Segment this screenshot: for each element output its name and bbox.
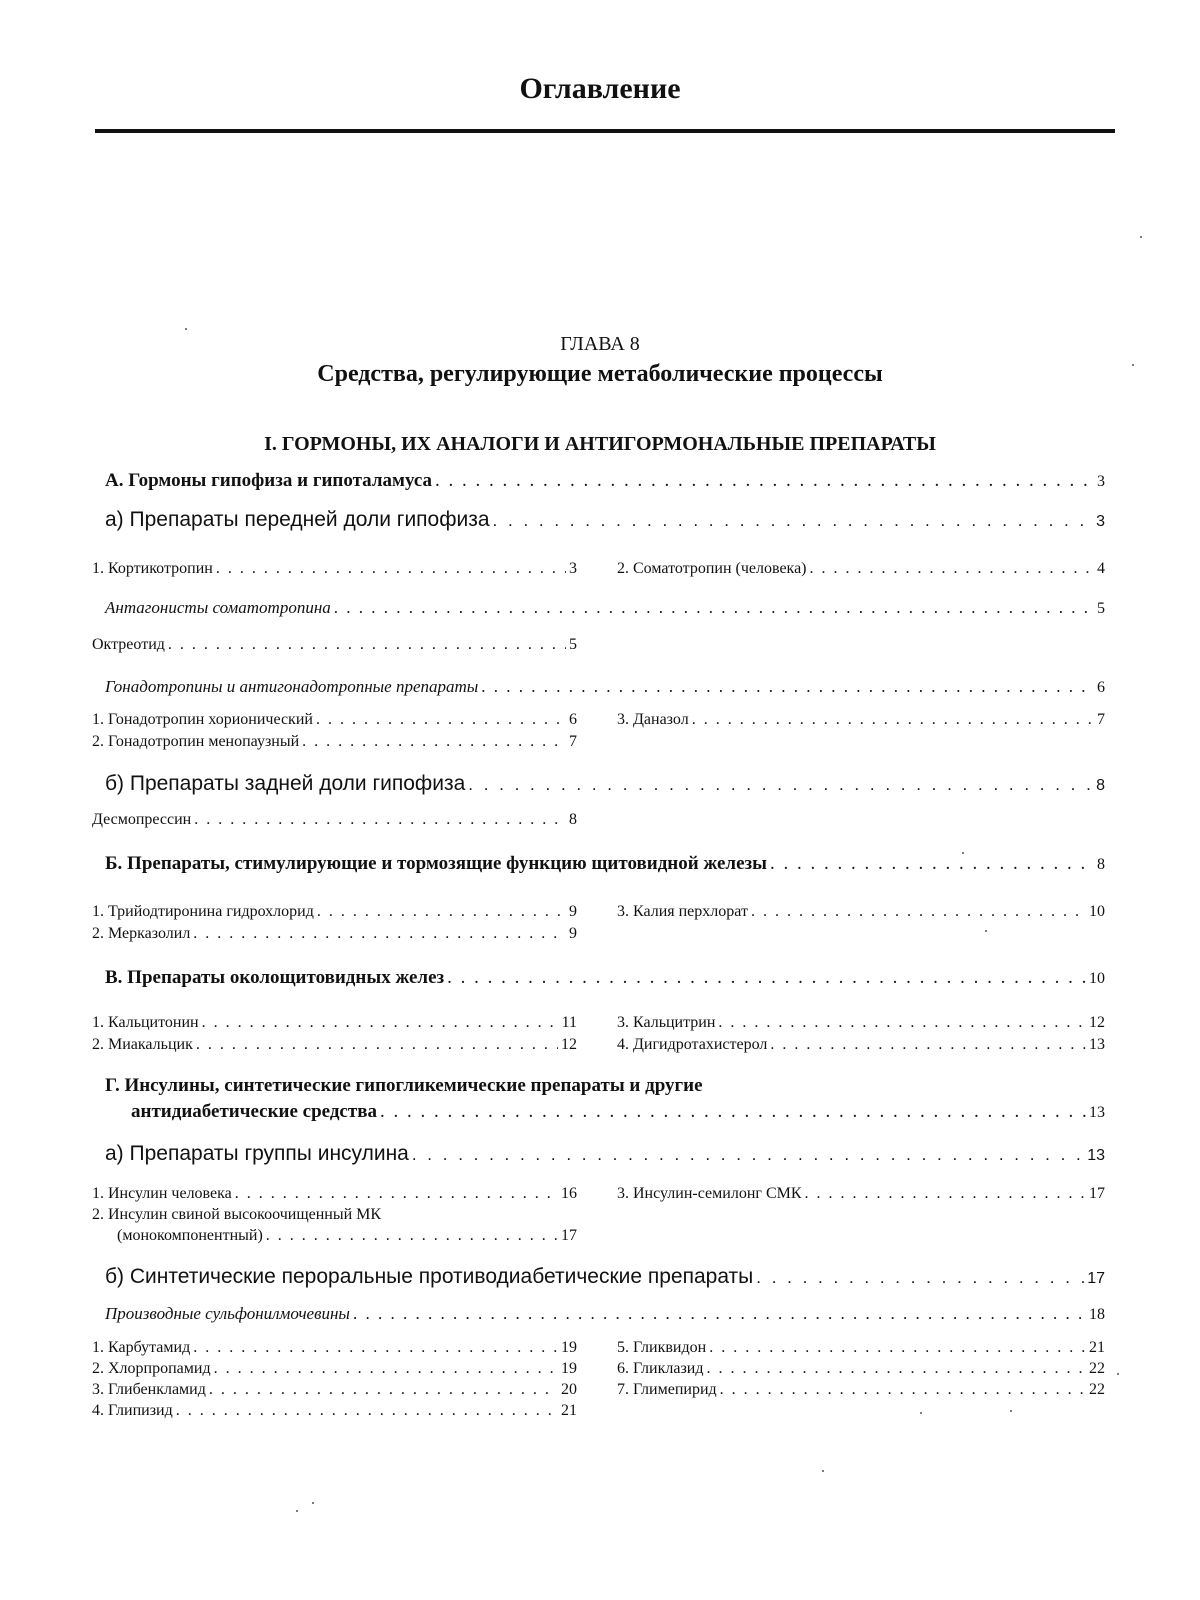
leader-dots (193, 925, 566, 943)
leader-dots (317, 903, 566, 921)
scan-speck (1132, 364, 1134, 366)
scan-speck (1140, 236, 1142, 238)
toc-page-number: 16 (561, 1185, 577, 1202)
toc-page-number: 17 (1087, 1270, 1105, 1287)
toc-page-number: 13 (1089, 1104, 1105, 1121)
toc-subsection-g-b[interactable] (105, 1265, 1105, 1289)
leader-dots (235, 1185, 558, 1203)
toc-label: 1. Кальцитонин (92, 1014, 199, 1031)
toc-section-b[interactable] (105, 853, 1105, 875)
toc-subsection-a-a[interactable] (105, 508, 1105, 532)
toc-label: 3. Глибенкламид (92, 1381, 206, 1398)
leader-dots (720, 1381, 1086, 1399)
toc-label: Гонадотропины и антигонадотропные препараты (105, 677, 479, 696)
page-title: Оглавление (519, 72, 681, 105)
toc-page-number: 10 (1089, 970, 1105, 987)
toc-item[interactable] (92, 1185, 577, 1203)
toc-item[interactable] (92, 711, 577, 729)
toc-subsection-a-b[interactable] (105, 772, 1105, 796)
toc-item[interactable] (617, 1339, 1105, 1357)
scan-speck (822, 1470, 824, 1472)
toc-label: антидиабетические средства (131, 1101, 377, 1122)
toc-page-number: 3 (1096, 513, 1105, 530)
toc-page-number: 8 (1096, 777, 1105, 794)
toc-page-number: 9 (569, 925, 577, 942)
toc-label: а) Препараты передней доли гипофиза (105, 508, 490, 531)
leader-dots (493, 511, 1094, 531)
toc-item[interactable] (92, 560, 577, 578)
toc-item[interactable] (617, 1185, 1105, 1203)
toc-item[interactable] (617, 560, 1105, 578)
leader-dots (770, 853, 1094, 875)
toc-page-number: 8 (1097, 856, 1105, 873)
toc-page-number: 8 (569, 811, 577, 828)
leader-dots (353, 1304, 1086, 1324)
scan-speck (296, 1510, 298, 1512)
toc-label: 3. Калия перхлорат (617, 903, 748, 920)
toc-item[interactable] (92, 903, 577, 921)
toc-item[interactable] (92, 1360, 577, 1378)
leader-dots (168, 636, 566, 654)
toc-page-number: 13 (1089, 1036, 1105, 1053)
toc-item[interactable] (92, 636, 577, 654)
toc-item[interactable] (617, 1381, 1105, 1399)
toc-label: Б. Препараты, стимулирующие и тормозящие функцию щитовидной железы (105, 853, 767, 874)
toc-label: 2. Хлорпропамид (92, 1360, 211, 1377)
toc-label: 1. Трийодтиронина гидрохлорид (92, 903, 314, 920)
toc-page-number: 4 (1097, 560, 1105, 577)
toc-label: Десмопрессин (92, 811, 192, 828)
chapter-number: ГЛАВА 8 (560, 333, 640, 355)
toc-item[interactable] (617, 1036, 1105, 1054)
toc-label: б) Синтетические пероральные противодиабетические препараты (105, 1265, 754, 1288)
toc-item[interactable] (92, 1339, 577, 1357)
toc-label: 2. Соматотропин (человека) (617, 560, 807, 577)
toc-label: А. Гормоны гипофиза и гипоталамуса (105, 470, 433, 491)
leader-dots (216, 560, 566, 578)
toc-item[interactable] (92, 1381, 577, 1399)
toc-page-number: 7 (1097, 711, 1105, 728)
toc-label: а) Препараты группы инсулина (105, 1142, 409, 1165)
leader-dots (709, 1339, 1086, 1357)
toc-label: 2. Миакальцик (92, 1036, 193, 1053)
toc-page-number: 19 (561, 1360, 577, 1377)
toc-item[interactable] (92, 1014, 577, 1032)
toc-label: б) Препараты задней доли гипофиза (105, 772, 466, 795)
toc-label: Производные сульфонилмочевины (105, 1304, 350, 1323)
leader-dots (756, 1268, 1084, 1288)
toc-group-sulfonylurea[interactable] (105, 1304, 1105, 1324)
leader-dots (196, 1036, 558, 1054)
toc-label: 1. Инсулин человека (92, 1185, 232, 1202)
toc-section-v[interactable] (105, 967, 1105, 989)
scan-speck (312, 1502, 314, 1504)
scan-speck (185, 328, 187, 330)
toc-section-g-line1[interactable]: Г. Инсулины, синтетические гипогликемические препараты и другие (105, 1075, 703, 1096)
toc-page-number: 6 (569, 711, 577, 728)
toc-label: Антагонисты соматотропина (105, 598, 331, 617)
toc-page-number: 10 (1089, 903, 1105, 920)
toc-label: (монокомпонентный) (117, 1227, 263, 1244)
toc-label: 4. Дигидротахистерол (617, 1036, 768, 1053)
toc-item[interactable] (92, 811, 577, 829)
toc-label: 3. Даназол (617, 711, 689, 728)
toc-label: 5. Гликвидон (617, 1339, 707, 1356)
toc-page-number: 12 (1089, 1014, 1105, 1031)
toc-page-number: 17 (1089, 1185, 1105, 1202)
toc-item[interactable] (92, 925, 577, 943)
toc-item[interactable] (617, 1360, 1105, 1378)
toc-page-number: 18 (1089, 1306, 1105, 1323)
toc-item[interactable] (92, 1402, 577, 1420)
toc-page-number: 19 (561, 1339, 577, 1356)
chapter-title: Средства, регулирующие метаболические процессы (317, 361, 883, 387)
toc-group-somatotropin-antagonists[interactable] (105, 598, 1105, 618)
leader-dots (770, 1036, 1086, 1054)
toc-page-number: 17 (561, 1227, 577, 1244)
toc-label: 1. Карбутамид (92, 1339, 191, 1356)
leader-dots (468, 775, 1093, 795)
leader-dots (692, 711, 1094, 729)
toc-page-number: 22 (1089, 1360, 1105, 1377)
leader-dots (481, 677, 1094, 697)
leader-dots (214, 1360, 558, 1378)
leader-dots (209, 1381, 558, 1399)
toc-page-number: 6 (1097, 679, 1105, 696)
toc-item[interactable] (92, 1036, 577, 1054)
leader-dots (706, 1360, 1086, 1378)
scan-speck (1010, 1410, 1012, 1412)
toc-label: 3. Инсулин-семилонг СМК (617, 1185, 802, 1202)
leader-dots (810, 560, 1095, 578)
toc-label: 7. Глимепирид (617, 1381, 717, 1398)
toc-subsection-g-a[interactable] (105, 1142, 1105, 1166)
toc-item[interactable] (92, 733, 577, 751)
leader-dots (412, 1145, 1084, 1165)
leader-dots (202, 1014, 559, 1032)
leader-dots (718, 1014, 1086, 1032)
toc-label: 3. Кальцитрин (617, 1014, 716, 1031)
scan-speck (985, 930, 987, 932)
toc-label: 2. Мерказолил (92, 925, 191, 942)
toc-page-number: 13 (1087, 1147, 1105, 1164)
toc-page-number: 21 (561, 1402, 577, 1419)
title-rule (95, 129, 1115, 133)
leader-dots (193, 1339, 558, 1357)
toc-page-number: 5 (1097, 600, 1105, 617)
scan-speck (962, 852, 964, 854)
toc-page-number: 7 (569, 733, 577, 750)
toc-label: 1. Кортикотропин (92, 560, 213, 577)
toc-page-number: 22 (1089, 1381, 1105, 1398)
scan-speck (1117, 1373, 1119, 1375)
toc-page-number: 20 (561, 1381, 577, 1398)
toc-item[interactable] (617, 903, 1105, 921)
toc-label: 4. Глипизид (92, 1402, 173, 1419)
toc-item[interactable] (617, 711, 1105, 729)
toc-label: В. Препараты околощитовидных желез (105, 967, 445, 988)
leader-dots (435, 470, 1094, 492)
leader-dots (447, 967, 1086, 989)
scan-speck (920, 1412, 922, 1414)
toc-item-line1[interactable]: 2. Инсулин свиной высокоочищенный МК (92, 1206, 382, 1223)
toc-label: 1. Гонадотропин хорионический (92, 711, 313, 728)
toc-page-number: 12 (561, 1036, 577, 1053)
leader-dots (302, 733, 566, 751)
toc-label: 2. Гонадотропин менопаузный (92, 733, 300, 750)
toc-section-g[interactable] (131, 1101, 1105, 1123)
toc-label: 6. Гликлазид (617, 1360, 704, 1377)
toc-page-number: 9 (569, 903, 577, 920)
leader-dots (194, 811, 566, 829)
toc-page-number: 3 (1097, 473, 1105, 490)
leader-dots (334, 598, 1094, 618)
toc-item[interactable] (617, 1014, 1105, 1032)
leader-dots (176, 1402, 558, 1420)
leader-dots (751, 903, 1086, 921)
toc-page-number: 21 (1089, 1339, 1105, 1356)
toc-group-gonadotropins[interactable] (105, 677, 1105, 697)
part-title: I. ГОРМОНЫ, ИХ АНАЛОГИ И АНТИГОРМОНАЛЬНЫЕ ПРЕПАРАТЫ (264, 433, 936, 455)
leader-dots (380, 1101, 1086, 1123)
toc-section-a[interactable] (105, 470, 1105, 492)
leader-dots (266, 1227, 558, 1245)
toc-item[interactable] (117, 1227, 577, 1245)
toc-page-number: 3 (569, 560, 577, 577)
leader-dots (316, 711, 566, 729)
toc-label: Октреотид (92, 636, 165, 653)
toc-page-number: 11 (561, 1014, 577, 1031)
toc-page-number: 5 (569, 636, 577, 653)
leader-dots (805, 1185, 1086, 1203)
